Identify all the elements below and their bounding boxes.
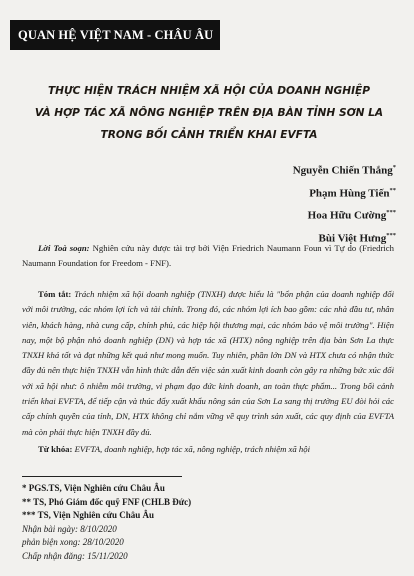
footnote-divider xyxy=(22,476,182,477)
keywords-text: EVFTA, doanh nghiệp, hợp tác xã, nông nghiệp, trách nhiệm xã hội xyxy=(74,444,310,454)
title-line: TRONG BỐI CẢNH TRIỂN KHAI EVFTA xyxy=(100,129,318,141)
author-mark: * xyxy=(392,164,396,171)
author xyxy=(293,158,396,181)
editor-note-label: Lời Toà soạn: xyxy=(38,243,90,253)
author-list xyxy=(293,158,396,249)
abstract xyxy=(22,287,394,440)
author xyxy=(293,203,396,226)
accepted-date: Chấp nhận đăng: 15/11/2020 xyxy=(22,550,128,561)
author xyxy=(293,181,396,204)
section-header-label: QUAN HỆ VIỆT NAM - CHÂU ÂU xyxy=(18,28,214,42)
footnote: ** TS, Phó Giám đốc quỹ FNF (CHLB Đức) xyxy=(22,496,192,507)
section-header xyxy=(10,20,220,50)
abstract-text: Trách nhiệm xã hội doanh nghiệp (TNXH) được hiểu là "bổn phận của doanh nghiệp đối với môi trường, các nhóm lợi ích và tài chính. Trong đó, các nhóm lợi ích bao gồm: các nhà đầu tư, nhân viên, khách hàng, nhà cung cấp, chính phủ, các hiệp hội thương mại, các nhóm bảo vệ môi trường". Hiện nay, một bộ phận nhỏ doanh nghiệp (DN) và hợp tác xã (HTX) nông nghiệp trên địa bàn Sơn La thực TNXH khá tốt và đạt những kết quả như mong muốn. Tuy nhiên, phần lớn DN và HTX chưa có nhận thức đầy đủ nên thực hiện TNXH vẫn hình thức dẫn đến việc sản xuất kinh doanh còn gây ra những bức xúc đối với xã hội như: ô nhiễm môi trường, vi phạm đạo đức kinh doanh, an toàn thực phẩm... Trong bối cảnh triển khai EVFTA, để tiếp cận và thúc đẩy xuất khẩu nông sản của Sơn La sang thị trường EU đòi hỏi các cấp chính quyền của tỉnh, DN, HTX không chỉ nắm vững về quy trình sản xuất, các quy định của EVFTA mà còn phải thực hiện TNXH đầy đủ. xyxy=(22,289,395,437)
footnote: * PGS.TS, Viện Nghiên cứu Châu Âu xyxy=(22,483,165,493)
title-line: VÀ HỢP TÁC XÃ NÔNG NGHIỆP TRÊN ĐỊA BÀN TỈNH SƠN LA xyxy=(34,107,384,119)
editor-note xyxy=(22,241,394,272)
footnote: *** TS, Viện Nghiên cứu Châu Âu xyxy=(22,510,155,520)
author-mark: *** xyxy=(386,231,396,239)
footnotes xyxy=(22,482,394,563)
abstract-label: Tóm tắt: xyxy=(38,289,72,299)
reviewed-date: phản biện xong: 28/10/2020 xyxy=(22,537,124,547)
keywords-label: Từ khóa: xyxy=(38,444,73,454)
keywords xyxy=(22,442,394,457)
received-date: Nhận bài ngày: 8/10/2020 xyxy=(22,523,117,534)
author-name: Hoa Hữu Cường xyxy=(307,209,387,222)
editor-note-text: Nghiên cứu này được tài trợ bởi Viện Friedrich Naumann Foun vì Tự do (Friedrich Naumann Foundation for Freedom - FNF). xyxy=(22,243,395,269)
author-name: Nguyễn Chiến Thắng xyxy=(292,164,393,177)
author-mark: ** xyxy=(389,186,396,194)
title-line: THỰC HIỆN TRÁCH NHIỆM XÃ HỘI CỦA DOANH NGHIỆP xyxy=(47,85,371,97)
author-name: Phạm Hùng Tiến xyxy=(309,187,390,200)
author-name: Bùi Việt Hưng xyxy=(318,232,387,245)
author-mark: *** xyxy=(386,209,396,217)
article-title xyxy=(14,80,404,146)
